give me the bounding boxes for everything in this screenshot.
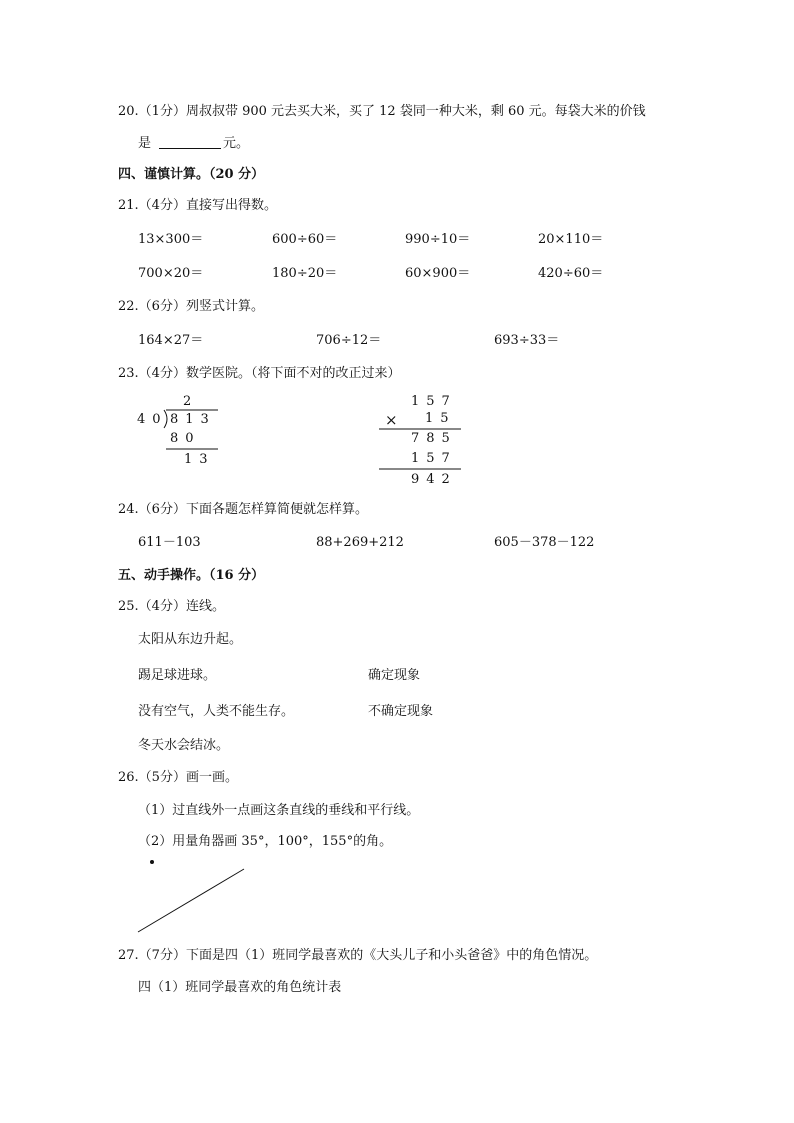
division-bracket	[164, 410, 167, 428]
section-5-heading: 五、动手操作。（16 分）	[118, 568, 265, 583]
q20-suffix: 元。	[223, 136, 250, 151]
q20-line1: 20.（1分）周叔叔带 900 元去买大米，买了 12 袋同一种大米，剩 60 元。每袋大米的价钱	[118, 104, 646, 119]
section-4-heading: 四、谨慎计算。（20 分）	[118, 167, 265, 182]
mult-partial-2: 157	[411, 451, 457, 466]
q21-r1-c3: 990÷10＝	[405, 232, 471, 247]
mult-partial-1: 785	[411, 431, 457, 446]
q27-table-caption: 四（1）班同学最喜欢的角色统计表	[138, 980, 342, 995]
q24-item-3: 605－378－122	[494, 535, 595, 550]
q24-item-1: 611－103	[138, 535, 201, 550]
q20-prefix: 是	[138, 136, 152, 151]
mult-operator: ×	[385, 411, 398, 429]
point-outside-line	[150, 860, 154, 864]
q22-item-1: 164×27＝	[138, 333, 204, 348]
q25-right-2: 不确定现象	[368, 704, 434, 719]
q26-title: 26.（5分）画一画。	[118, 770, 238, 785]
division-product: 80	[170, 431, 201, 446]
q25-left-2: 踢足球进球。	[138, 668, 217, 683]
q21-r2-c1: 700×20＝	[138, 266, 204, 281]
q26-sub-2: （2）用量角器画 35°，100°，155°的角。	[138, 834, 393, 849]
mult-result: 942	[411, 472, 457, 487]
q21-r1-c1: 13×300＝	[138, 232, 204, 247]
q25-title: 25.（4分）连线。	[118, 599, 225, 614]
q25-left-1: 太阳从东边升起。	[138, 632, 243, 647]
q24-title: 24.（6分）下面各题怎样算简便就怎样算。	[118, 502, 368, 517]
q26-sub-1: （1）过直线外一点画这条直线的垂线和平行线。	[138, 803, 420, 818]
division-dividend: 813	[170, 412, 216, 427]
q21-r1-c4: 20×110＝	[538, 232, 604, 247]
division-quotient: 2	[183, 394, 199, 409]
q21-r2-c2: 180÷20＝	[272, 266, 338, 281]
q27-title: 27.（7分）下面是四（1）班同学最喜欢的《大头儿子和小头爸爸》中的角色情况。	[118, 948, 598, 963]
q22-item-2: 706÷12＝	[316, 333, 382, 348]
q22-item-3: 693÷33＝	[494, 333, 560, 348]
q22-title: 22.（6分）列竖式计算。	[118, 299, 264, 314]
mult-top: 157	[411, 394, 457, 409]
q25-left-3: 没有空气，人类不能生存。	[138, 704, 295, 719]
q21-r1-c2: 600÷60＝	[272, 232, 338, 247]
q25-right-1: 确定现象	[368, 668, 421, 683]
division-remainder: 13	[184, 452, 215, 467]
q23-title: 23.（4分）数学医院。（将下面不对的改正过来）	[118, 366, 401, 381]
q25-left-4: 冬天水会结冰。	[138, 738, 230, 753]
q24-item-2: 88+269+212	[316, 535, 404, 550]
straight-line	[138, 869, 244, 932]
q21-title: 21.（4分）直接写出得数。	[118, 198, 277, 213]
mult-second: 15	[425, 411, 456, 426]
q21-r2-c4: 420÷60＝	[538, 266, 604, 281]
q21-r2-c3: 60×900＝	[405, 266, 471, 281]
division-divisor: 40	[137, 412, 168, 427]
